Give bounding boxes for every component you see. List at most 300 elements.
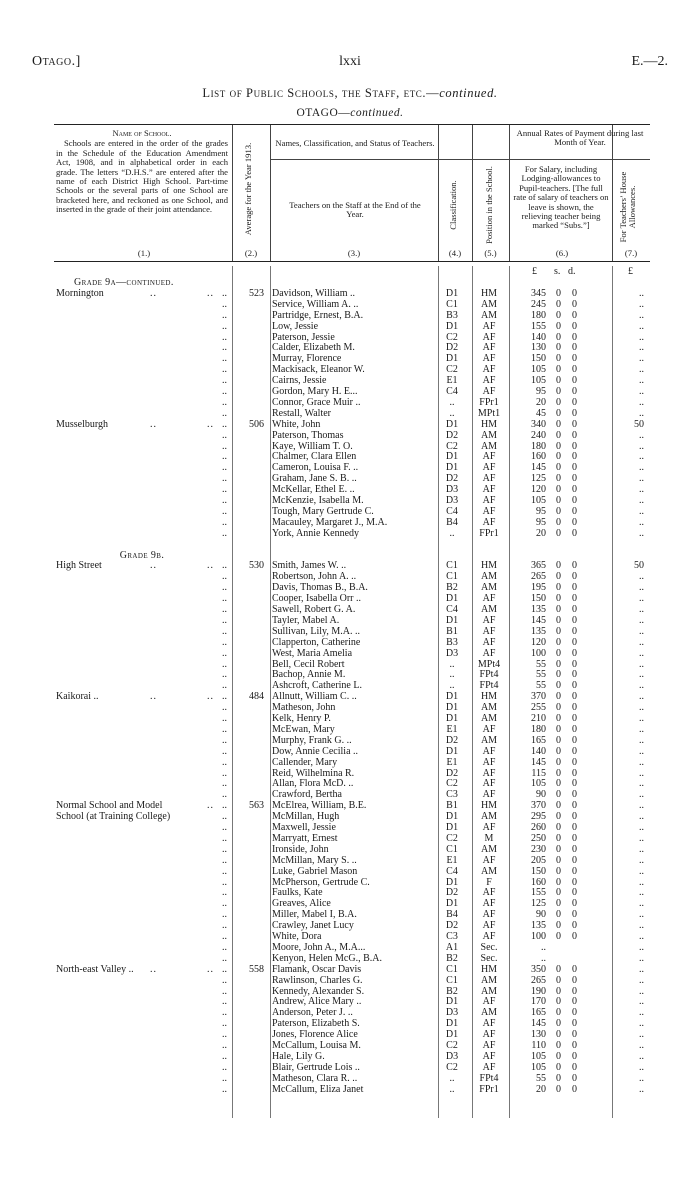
- table-row: [54, 506, 650, 517]
- teacher-name: Restall, Walter: [272, 407, 331, 419]
- house-allowance: ..: [639, 396, 644, 408]
- average-attendance: 530: [249, 560, 264, 572]
- table-row: [54, 473, 650, 484]
- salary-shillings: 0: [556, 822, 561, 833]
- classification: D1: [445, 418, 459, 430]
- leader-dots: ..: [222, 843, 227, 855]
- salary-pence: 0: [572, 527, 577, 539]
- teacher-name: Paterson, Jessie: [272, 331, 335, 343]
- salary-pounds: 345: [531, 287, 546, 299]
- salary-pence: 0: [572, 1040, 577, 1051]
- house-allowance: ..: [639, 843, 644, 855]
- leader-dots: ..: [222, 931, 227, 942]
- salary-pounds: 95: [536, 516, 546, 528]
- position: M: [484, 832, 494, 844]
- salary-shillings: 0: [556, 996, 561, 1008]
- salary-pence: 0: [572, 516, 577, 528]
- salary-pounds: 20: [536, 1083, 546, 1095]
- salary-pence: 0: [572, 843, 577, 855]
- leader-dots: ..: [222, 1083, 227, 1095]
- leader-dots: ..: [222, 941, 227, 953]
- house-allowance: 50: [634, 418, 644, 430]
- classification: D1: [445, 320, 459, 332]
- salary-pounds: 100: [531, 647, 546, 659]
- teacher-name: Moore, John A., M.A...: [272, 941, 366, 953]
- leader-dots: ..: [222, 985, 227, 997]
- teacher-name: McKenzie, Isabella M.: [272, 495, 364, 506]
- table-row: [54, 648, 650, 659]
- house-allowance: ..: [639, 974, 644, 986]
- table-row: [54, 288, 650, 299]
- table-row: [54, 669, 650, 680]
- house-allowance: ..: [639, 822, 644, 833]
- salary-pounds: 20: [536, 527, 546, 539]
- leader-dots: ..: [222, 865, 227, 877]
- teacher-name: Gordon, Mary H. E...: [272, 386, 358, 397]
- position: FPt4: [479, 1072, 499, 1084]
- position: AF: [482, 778, 496, 790]
- table-row: [54, 615, 650, 626]
- teacher-name: Cooper, Isabella Orr ..: [272, 593, 362, 605]
- teachers-header: Teachers on the Staff at the End of the Year.: [289, 200, 421, 220]
- classification: C4: [446, 386, 458, 397]
- teacher-name: York, Annie Kennedy: [272, 527, 360, 539]
- house-allowance: ..: [639, 407, 644, 419]
- leader-dots: ..: [222, 800, 227, 812]
- salary-shillings: 0: [556, 353, 561, 365]
- salary-pence: 0: [572, 440, 577, 452]
- salary-shillings: 0: [556, 298, 561, 310]
- classification: B2: [446, 985, 458, 997]
- house-allowance: ..: [639, 985, 644, 997]
- col-num-5: (5.): [484, 248, 497, 258]
- table-row: [54, 604, 650, 615]
- salary-pence: 0: [572, 1050, 577, 1062]
- salary-shillings: 0: [556, 865, 561, 877]
- house-allowance: ..: [639, 767, 644, 779]
- table-row: [54, 462, 650, 473]
- table-row: [54, 637, 650, 648]
- salary-shillings: 0: [556, 843, 561, 855]
- school-name: Mornington: [56, 287, 104, 299]
- leader-dots: ..: [150, 418, 157, 430]
- salary-pounds: 245: [531, 298, 546, 310]
- house-allowance: ..: [639, 625, 644, 637]
- classification: C2: [446, 1061, 458, 1073]
- leader-dots: ..: [222, 625, 227, 637]
- leader-dots: ..: [222, 614, 227, 626]
- salary-pence: 0: [572, 800, 577, 812]
- salary-pounds: 135: [531, 920, 546, 932]
- house-allowance: ..: [639, 811, 644, 823]
- leader-dots: ..: [222, 723, 227, 735]
- house-allowance: 50: [634, 560, 644, 572]
- classification: D1: [445, 1029, 459, 1041]
- pound-sign: £: [532, 266, 537, 277]
- leader-dots: ..: [222, 505, 227, 517]
- leader-dots: ..: [207, 560, 214, 572]
- salary-pence: 0: [572, 669, 577, 681]
- classification: C1: [446, 560, 458, 572]
- position: AM: [480, 298, 498, 310]
- position: AF: [482, 920, 496, 932]
- table-row: [54, 419, 650, 430]
- house-allowance: ..: [639, 876, 644, 888]
- table-row: [54, 920, 650, 931]
- house-allowance: ..: [639, 854, 644, 866]
- rates-heading: Annual Rates of Payment during last Month of Year.: [516, 128, 644, 148]
- salary-shillings: 0: [556, 963, 561, 975]
- table-row: [54, 746, 650, 757]
- teacher-name: Faulks, Kate: [272, 887, 323, 899]
- salary-pounds: 265: [531, 571, 546, 583]
- salary-shillings: 0: [556, 331, 561, 343]
- position: AF: [482, 1050, 496, 1062]
- salary-pence: 0: [572, 1007, 577, 1019]
- title-main: List of Public Schools, the Staff, etc.—: [202, 86, 440, 100]
- school-name: Normal School and Model: [56, 800, 163, 812]
- table-row: [54, 517, 650, 528]
- classification: D1: [445, 691, 459, 703]
- salary-pounds: 120: [531, 484, 546, 496]
- salary-pounds: 145: [531, 1018, 546, 1030]
- teacher-name: Ashcroft, Catherine L.: [272, 680, 362, 692]
- salary-pounds: 90: [536, 909, 546, 921]
- salary-shillings: 0: [556, 920, 561, 932]
- salary-pounds: 95: [536, 505, 546, 517]
- table-row: [54, 789, 650, 800]
- position: FPt4: [479, 669, 499, 681]
- position: AF: [482, 1018, 496, 1030]
- position: AM: [480, 734, 498, 746]
- table-row: [54, 822, 650, 833]
- position: AM: [480, 865, 498, 877]
- salary-pounds: 125: [531, 898, 546, 910]
- salary-pounds: 55: [536, 658, 546, 670]
- teacher-name: Mackisack, Eleanor W.: [272, 364, 365, 376]
- position-header: Position in the School.: [484, 166, 494, 244]
- salary-shillings: 0: [556, 778, 561, 790]
- salary-pounds: 140: [531, 745, 546, 757]
- house-allowance: ..: [639, 1050, 644, 1062]
- classification: D1: [445, 745, 459, 757]
- classification: C1: [446, 974, 458, 986]
- classification: D2: [445, 473, 459, 485]
- house-allowance: ..: [639, 429, 644, 441]
- table-row: [54, 571, 650, 582]
- teacher-name: West, Maria Amelia: [272, 647, 353, 659]
- salary-shillings: 0: [556, 473, 561, 485]
- salary-pounds: 150: [531, 865, 546, 877]
- leader-dots: ..: [222, 418, 227, 430]
- classification: D2: [445, 920, 459, 932]
- classification: ..: [449, 680, 455, 692]
- house-allowance: ..: [639, 527, 644, 539]
- classification: C2: [446, 832, 458, 844]
- table-row: [54, 299, 650, 310]
- salary-pence: 0: [572, 309, 577, 321]
- teacher-name: McKellar, Ethel E. ..: [272, 484, 355, 496]
- salary-shillings: 0: [556, 800, 561, 812]
- table-row: [54, 855, 650, 866]
- leader-dots: ..: [207, 691, 214, 703]
- salary-pence: 0: [572, 974, 577, 986]
- position: MPt4: [477, 658, 501, 670]
- leader-dots: ..: [222, 756, 227, 768]
- house-allowance: ..: [639, 898, 644, 910]
- salary-shillings: 0: [556, 789, 561, 801]
- salary-shillings: 0: [556, 767, 561, 779]
- leader-dots: ..: [222, 473, 227, 485]
- leader-dots: ..: [222, 593, 227, 605]
- teacher-name: McCallum, Louisa M.: [272, 1040, 361, 1051]
- salary-shillings: 0: [556, 734, 561, 746]
- col-num-3: (3.): [347, 248, 361, 258]
- salary-pounds: 295: [531, 811, 546, 823]
- leader-dots: ..: [222, 920, 227, 932]
- grade-heading: Grade 9a—continued.: [74, 277, 174, 288]
- position: AF: [482, 495, 496, 506]
- house-allowance: ..: [639, 309, 644, 321]
- salary-pounds: 115: [531, 767, 546, 779]
- salary-pence: 0: [572, 931, 577, 942]
- house-allowance: ..: [639, 865, 644, 877]
- salary-pence: 0: [572, 789, 577, 801]
- position: AF: [482, 625, 496, 637]
- house-allowance: ..: [639, 931, 644, 942]
- table-row: [54, 1029, 650, 1040]
- salary-shillings: 0: [556, 745, 561, 757]
- table-row: [54, 1018, 650, 1029]
- salary-pounds: 135: [531, 604, 546, 615]
- subtitle-main: OTAGO—: [296, 107, 351, 119]
- salary-pounds: 105: [531, 495, 546, 506]
- classification: C2: [446, 778, 458, 790]
- salary-pounds: 105: [531, 1050, 546, 1062]
- leader-dots: ..: [150, 963, 157, 975]
- salary-pence: 0: [572, 996, 577, 1008]
- salary-pence: 0: [572, 920, 577, 932]
- position: HM: [480, 418, 498, 430]
- salary-pounds: 160: [531, 876, 546, 888]
- allowances-header: For Teachers’ House Allowances.: [618, 171, 637, 243]
- salary-pounds: 180: [531, 440, 546, 452]
- table-row: [54, 724, 650, 735]
- classification: D3: [445, 1050, 459, 1062]
- table-row: [54, 953, 650, 964]
- salary-shillings: 0: [556, 287, 561, 299]
- position: AM: [480, 713, 498, 724]
- salary-shillings: 0: [556, 527, 561, 539]
- salary-pounds: 365: [531, 560, 546, 572]
- salary-shillings: 0: [556, 854, 561, 866]
- house-allowance: ..: [639, 920, 644, 932]
- salary-pounds: 105: [531, 375, 546, 387]
- classification: D1: [445, 822, 459, 833]
- table-row: [54, 659, 650, 670]
- classification: D1: [445, 713, 459, 724]
- salary-shillings: 0: [556, 974, 561, 986]
- house-allowance: ..: [639, 473, 644, 485]
- house-allowance: ..: [639, 756, 644, 768]
- shilling-sign: s.: [554, 266, 561, 277]
- teacher-name: Rawlinson, Charles G.: [272, 974, 363, 986]
- salary-shillings: 0: [556, 342, 561, 354]
- salary-shillings: 0: [556, 1072, 561, 1084]
- table-row: [54, 811, 650, 822]
- salary-pence: 0: [572, 287, 577, 299]
- table-row: [54, 887, 650, 898]
- house-allowance: ..: [639, 516, 644, 528]
- house-allowance: ..: [639, 800, 644, 812]
- house-allowance: ..: [639, 723, 644, 735]
- position: AM: [480, 702, 498, 714]
- classification: B3: [446, 309, 458, 321]
- house-allowance: ..: [639, 713, 644, 724]
- house-allowance: ..: [639, 778, 644, 790]
- salary-pounds: 165: [531, 1007, 546, 1019]
- position: AF: [482, 1061, 496, 1073]
- col-num-4: (4.): [448, 248, 462, 258]
- salary-pence: 0: [572, 702, 577, 714]
- table-row: [54, 310, 650, 321]
- leader-dots: ..: [222, 702, 227, 714]
- leader-dots: ..: [222, 451, 227, 463]
- house-allowance: ..: [639, 1040, 644, 1051]
- salary-pence: 0: [572, 909, 577, 921]
- salary-shillings: 0: [556, 495, 561, 506]
- teacher-name: Sawell, Robert G. A.: [272, 604, 356, 615]
- salary-shillings: 0: [556, 451, 561, 463]
- average-attendance: 558: [249, 963, 264, 975]
- school-heading: Name of School.: [112, 128, 172, 138]
- position: HM: [480, 963, 498, 975]
- salary-shillings: 0: [556, 386, 561, 397]
- salary-pounds: 55: [536, 680, 546, 692]
- teacher-name: Kaye, William T. O.: [272, 440, 353, 452]
- teacher-name: Sullivan, Lily, M.A. ..: [272, 625, 360, 637]
- position: AF: [482, 505, 496, 517]
- classification: B4: [446, 516, 458, 528]
- classification: D2: [445, 887, 459, 899]
- salary-pence: 0: [572, 745, 577, 757]
- salary-pence: 0: [572, 832, 577, 844]
- header-right: E.—2.: [631, 54, 668, 69]
- salary-shillings: 0: [556, 909, 561, 921]
- salary-pounds: 140: [531, 331, 546, 343]
- classification: D1: [445, 811, 459, 823]
- school-name: High Street: [56, 560, 102, 572]
- leader-dots: ..: [222, 386, 227, 397]
- teacher-name: White, Dora: [272, 931, 322, 942]
- table-header: [54, 124, 650, 262]
- classification: D2: [445, 342, 459, 354]
- salary-pounds: 105: [531, 778, 546, 790]
- salary-shillings: 0: [556, 1040, 561, 1051]
- salary-pence: 0: [572, 647, 577, 659]
- salary-pence: 0: [572, 342, 577, 354]
- table-row: [54, 844, 650, 855]
- table-row: [54, 768, 650, 779]
- leader-dots: ..: [222, 560, 227, 572]
- salary-pounds: ..: [541, 941, 546, 953]
- table-row: [54, 484, 650, 495]
- table-row: [54, 964, 650, 975]
- classification: D3: [445, 647, 459, 659]
- position: AF: [482, 451, 496, 463]
- teacher-name: Luke, Gabriel Mason: [272, 865, 358, 877]
- teacher-name: Cairns, Jessie: [272, 375, 327, 387]
- leader-dots: ..: [222, 462, 227, 474]
- teacher-name: Davidson, William ..: [272, 287, 356, 299]
- classification: C2: [446, 331, 458, 343]
- names-heading: Names, Classification, and Status of Teachers.: [275, 138, 435, 148]
- classification: D1: [445, 593, 459, 605]
- teacher-name: Davis, Thomas B., B.A.: [272, 582, 368, 594]
- salary-pounds: 190: [531, 985, 546, 997]
- teacher-name: Callender, Mary: [272, 756, 338, 768]
- table-row: [54, 909, 650, 920]
- salary-pence: 0: [572, 1072, 577, 1084]
- salary-pounds: 210: [531, 713, 546, 724]
- salary-pence: 0: [572, 614, 577, 626]
- salary-pounds: 55: [536, 1072, 546, 1084]
- leader-dots: ..: [222, 396, 227, 408]
- table-row: [54, 332, 650, 343]
- salary-shillings: 0: [556, 571, 561, 583]
- salary-pence: 0: [572, 375, 577, 387]
- salary-shillings: 0: [556, 713, 561, 724]
- classification: D2: [445, 734, 459, 746]
- teacher-name: Ironside, John: [272, 843, 329, 855]
- school-name: North-east Valley ..: [56, 963, 134, 975]
- leader-dots: ..: [222, 429, 227, 441]
- teacher-name: Cameron, Louisa F. ..: [272, 462, 359, 474]
- salary-shillings: 0: [556, 582, 561, 594]
- salary-shillings: 0: [556, 723, 561, 735]
- table-row: [54, 353, 650, 364]
- salary-pence: 0: [572, 767, 577, 779]
- col-num-6: (6.): [555, 248, 569, 258]
- salary-header: For Salary, including Lodging-allowances to Pupil-teachers. [The full rate of salary of teachers on leave is shown, the relieving teacher being marked “Subs.”]: [513, 164, 609, 231]
- salary-pounds: 370: [531, 800, 546, 812]
- classification: ..: [449, 669, 455, 681]
- teacher-name: Partridge, Ernest, B.A.: [272, 309, 364, 321]
- position: AM: [480, 974, 498, 986]
- leader-dots: ..: [222, 320, 227, 332]
- position: Sec.: [480, 941, 498, 953]
- teacher-name: McPherson, Gertrude C.: [272, 876, 370, 888]
- salary-pence: 0: [572, 865, 577, 877]
- leader-dots: ..: [207, 800, 214, 812]
- salary-pence: 0: [572, 571, 577, 583]
- table-row: [54, 942, 650, 953]
- average-header: Average for the Year 1913.: [243, 142, 253, 236]
- table-row: [54, 986, 650, 997]
- position: AF: [482, 473, 496, 485]
- house-allowance: ..: [639, 658, 644, 670]
- leader-dots: ..: [150, 287, 157, 299]
- salary-pounds: 195: [531, 582, 546, 594]
- position: AF: [482, 909, 496, 921]
- salary-shillings: 0: [556, 931, 561, 942]
- leader-dots: ..: [222, 1029, 227, 1041]
- salary-shillings: 0: [556, 1007, 561, 1019]
- house-allowance: ..: [639, 386, 644, 397]
- teacher-name: Bell, Cecil Robert: [272, 658, 345, 670]
- salary-shillings: 0: [556, 625, 561, 637]
- salary-pence: 0: [572, 451, 577, 463]
